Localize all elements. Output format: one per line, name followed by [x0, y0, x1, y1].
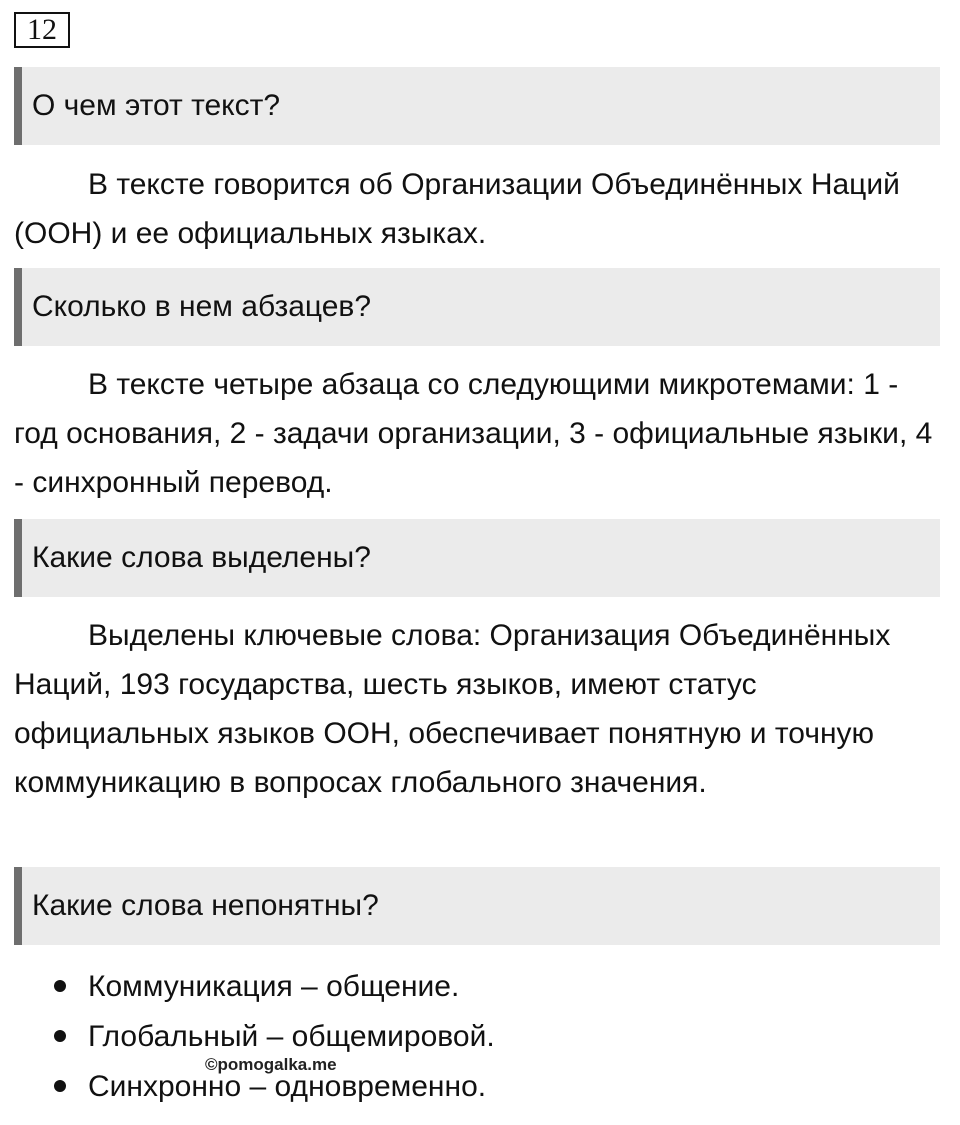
answer-text-topic: В тексте говорится об Организации Объединённых Наций (ООН) и ее официальных языках.: [14, 168, 900, 250]
question-heading-topic: О чем этот текст?: [14, 67, 940, 145]
list-item: [14, 962, 940, 1012]
question-heading-unclear-words: Какие слова непонятны?: [14, 867, 940, 945]
definition-text: Коммуникация – общение.: [88, 970, 460, 1003]
watermark: ©pomogalka.me: [205, 1055, 337, 1074]
bullet-icon: [54, 1030, 66, 1042]
bullet-icon: [54, 1080, 66, 1092]
question-heading-paragraph-count: Сколько в нем абзацев?: [14, 268, 940, 346]
answer-text-paragraph-count: В тексте четыре абзаца со следующими микротемами: 1 - год основания, 2 - задачи организации, 3 - официальные языки, 4 - синхронный перевод.: [14, 368, 933, 499]
list-item: [14, 1062, 940, 1112]
definition-text: Синхронно – одновременно.: [88, 1070, 487, 1103]
task-number-box: 12: [14, 12, 70, 48]
definitions-list: [14, 962, 940, 1112]
list-item: [14, 1012, 940, 1062]
answer-text-highlighted-words: Выделены ключевые слова: Организация Объединённых Наций, 193 государства, шесть языков, имеют статус официальных языков ООН, обеспечивает понятную и точную коммуникацию в вопросах глобального значения.: [14, 619, 891, 799]
definition-text: Глобальный – общемировой.: [88, 1020, 495, 1053]
question-heading-highlighted-words: Какие слова выделены?: [14, 519, 940, 597]
bullet-icon: [54, 980, 66, 992]
